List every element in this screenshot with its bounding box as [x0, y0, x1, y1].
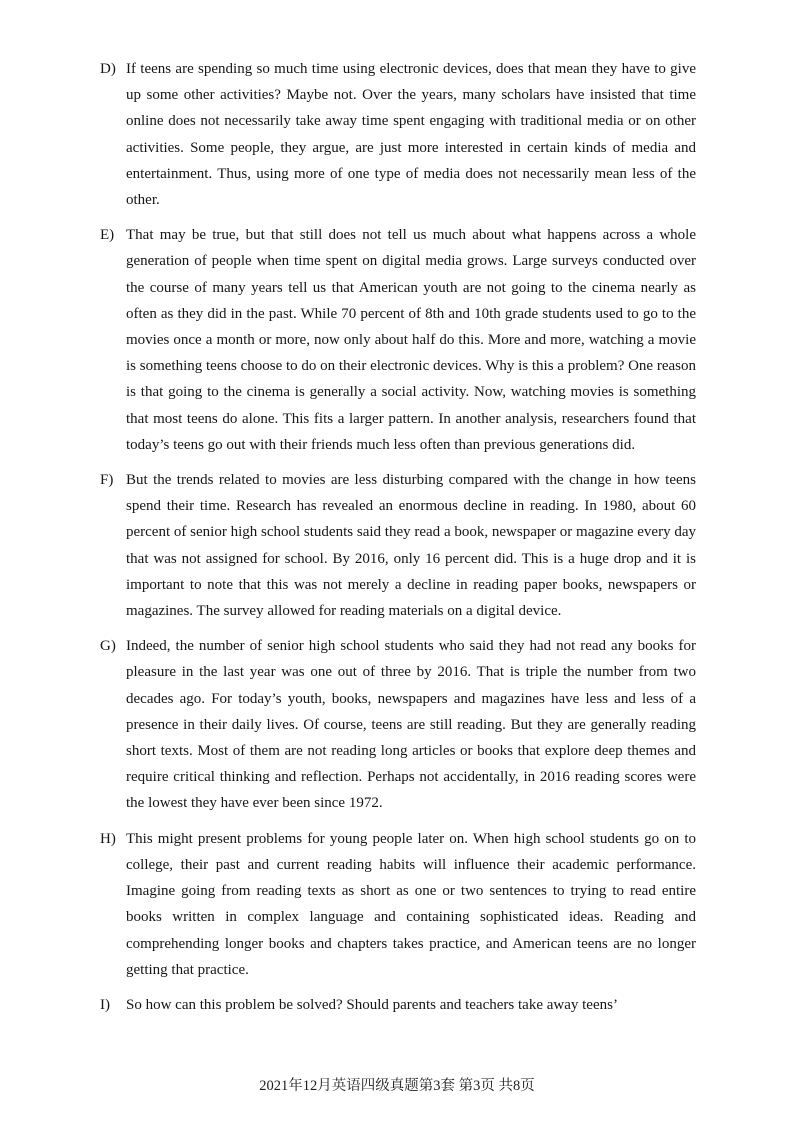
paragraph-e-text: That may be true, but that still does not tell us much about what happens across a whole generation of people when time spent on digital media grows. Large surveys conducted over the course of many years tell us that American youth are not going to the cinema nearly as often as they did in the past. While 70 percent of 8th and 10th grade students used to go to the movies once a month or more, now only about half do this. More and more, watching a movie is something teens choose to do on their electronic devices. Why is this a problem? One reason is that going to the cinema is generally a social activity. Now, watching movies is something that most teens do alone. This fits a larger pattern. In another analysis, researchers found that today’s teens go out with their friends much less often than previous generations did. [126, 227, 696, 453]
paragraph-h-text: This might present problems for young people later on. When high school students go on to college, their past and current reading habits will influence their academic performance. Imagine going from reading texts as short as one or two sentences to trying to read entire books written in complex language and containing sophisticated ideas. Reading and comprehending longer books and chapters takes practice, and American teens are no longer getting that practice. [126, 830, 696, 978]
paragraph-f [100, 467, 696, 624]
paragraph-g-label: G) [100, 638, 116, 655]
paragraph-h [100, 826, 696, 983]
passage-body [100, 56, 696, 1027]
paragraph-e-label: E) [100, 227, 115, 244]
paragraph-e [100, 222, 696, 458]
paragraph-d-label: D) [100, 61, 116, 77]
paragraph-d-text: If teens are spending so much time using electronic devices, does that mean they have to give up some other activities? Maybe not. Over the years, many scholars have insisted that time online does not necessarily take away time spent engaging with traditional media or on other activities. Some people, they argue, are just more interested in certain kinds of media and entertainment. Thus, using more of one type of media does not necessarily mean less of the other. [126, 61, 696, 209]
paragraph-i-label: I) [100, 996, 110, 1013]
paragraph-h-label: H) [100, 830, 116, 847]
paragraph-d [100, 56, 696, 213]
paragraph-i-text: So how can this problem be solved? Should parents and teachers take away teens’ [126, 996, 618, 1013]
paragraph-i [100, 992, 696, 1018]
paragraph-f-label: F) [100, 472, 114, 489]
paragraph-g-text: Indeed, the number of senior high school students who said they had not read any books for pleasure in the last year was one out of three by 2016. That is triple the number from two decades ago. For today’s youth, books, newspapers and magazines have less and less of a presence in their daily lives. Of course, teens are still reading. But they are generally reading short texts. Most of them are not reading long articles or books that explore deep themes and require critical thinking and reflection. Perhaps not accidentally, in 2016 reading scores were the lowest they have ever been since 1972. [126, 638, 696, 812]
paragraph-g [100, 633, 696, 816]
paragraph-f-text: But the trends related to movies are less disturbing compared with the change in how teens spend their time. Research has revealed an enormous decline in reading. In 1980, about 60 percent of senior high school students said they read a book, newspaper or magazine every day that was not assigned for school. By 2016, only 16 percent did. This is a huge drop and it is important to note that this was not merely a decline in reading paper books, newspapers or magazines. The survey allowed for reading materials on a digital device. [126, 472, 696, 620]
page-footer: 2021年12月英语四级真题第3套 第3页 共8页 [259, 1078, 535, 1094]
